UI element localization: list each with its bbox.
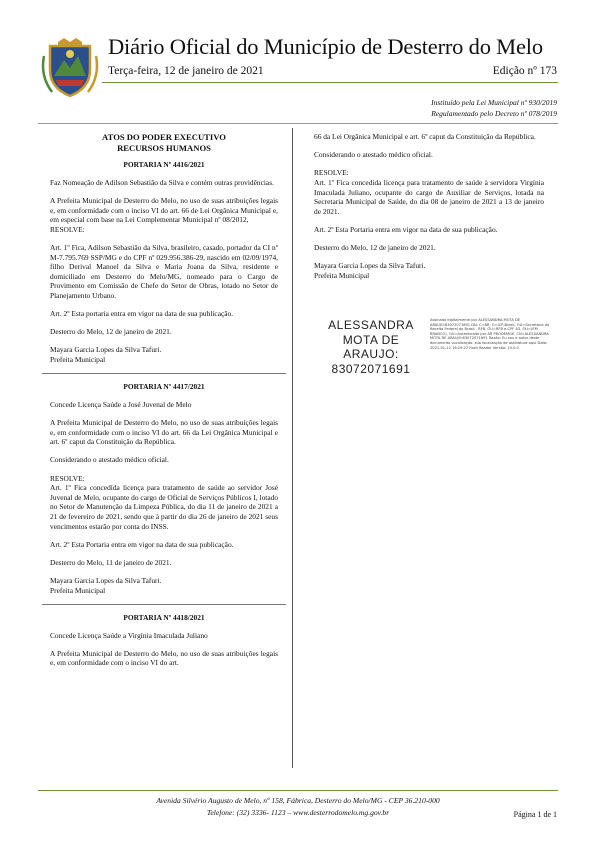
portaria-4418-summary: Concede Licença Saúde a Virgínia Imaculada Juliano [50, 630, 208, 640]
portaria-4418-art1: Art. 1º Fica concedida licença para tratamento de saúde à servidora Virgínia Imaculada Juliano, ocupante do cargo de Auxiliar de Serviços, lotada na Secretaria Municipal de Saúde, do dia 08 de janeiro de 2021 a 13 de janeiro de 2021. [314, 177, 544, 216]
portaria-4418-preamble: A Prefeita Municipal de Desterro do Melo, no uso de suas atribuições legais e, em conformidade com o inciso VI do art. [50, 648, 278, 668]
masthead-title: Diário Oficial do Município de Desterro do Melo [108, 34, 543, 59]
portaria-4418-place-date: Desterro do Melo, 12 de janeiro de 2021. [314, 243, 436, 253]
left-column [50, 132, 278, 676]
regulated-by-note: Regulamentado pelo Decreto nº 078/2019 [431, 109, 557, 118]
content-top-divider [38, 123, 558, 124]
portaria-4416-resolve: RESOLVE: [50, 224, 85, 234]
digital-signature-stamp[interactable] [316, 318, 556, 376]
portaria-4416-signer-role: Prefeita Municipal [50, 355, 106, 365]
footer-divider [38, 790, 558, 791]
portaria-4417-signer: Mayara Garcia Lopes da Silva Tafuri. [50, 576, 162, 586]
signature-name-line1: ALESSANDRA [328, 318, 414, 332]
portaria-4418-resolve: RESOLVE: [314, 168, 349, 178]
portaria-4418-title: PORTARIA Nº 4418/2021 [123, 612, 205, 622]
page-number: Página 1 de 1 [513, 810, 557, 819]
portaria-4417-summary: Concede Licença Saúde a José Juvenal de Melo [50, 399, 192, 409]
signature-name [316, 318, 426, 376]
section-title-executive: ATOS DO PODER EXECUTIVO [102, 132, 226, 142]
header-divider [102, 82, 558, 83]
portaria-4417-art1: Art. 1º Fica concedida licença para tratamento de saúde ao servidor José Juvenal de Melo, ocupante do cargo de Oficial de Serviços Públicos I, lotado no Setor de Manutenção da Limpeza Pública, do dia 11 de janeiro de 2021 a 21 de fevereiro de 2021, sendo que à partir do dia 26 de janeiro de 2021 seus vencimentos estarão por conta do INSS. [50, 483, 278, 531]
signature-metadata: Assinado digitalmente por ALESSANDRA MOTA DE ARAUJO:83072071691 DN: C=BR, O=ICP-Brasil, OU=Secretaria da Receita Federal do Brasil - RFB, OU=RFB e-CPF A3, OU=(EM BRANCO), OU=Autenticado por AR PRODEMGE, CN=ALESSANDRA MOTA DE ARAUJO:83072071691 Razão: Eu sou o autor deste documento Localização: sua localização de assinatura aqui Data: 2021-01-12 16:29:27 Foxit Reader Versão: 10.0.0 [430, 318, 550, 350]
portaria-4417-consider: Considerando o atestado médico oficial. [50, 455, 169, 465]
portaria-4418-art2: Art. 2º Esta Portaria entra em vigor na data de sua publicação. [314, 224, 498, 234]
signature-name-line2: MOTA DE ARAUJO: [342, 332, 400, 361]
portaria-4416-summary: Faz Nomeação de Adilson Sebastião da Silva e contém outras providências. [50, 177, 274, 187]
section-title-hr: RECURSOS HUMANOS [117, 142, 211, 153]
footer-contact: Telefone: (32) 3336- 1123 – www.desterrodomelo.mg.gov.br [206, 808, 390, 817]
right-column [314, 132, 544, 289]
portaria-4416-title: PORTARIA Nº 4416/2021 [123, 160, 205, 170]
portaria-4416-art2: Art. 2º Esta portaria entra em vigor na data de sua publicação. [50, 309, 234, 319]
portaria-4417-resolve: RESOLVE: [50, 473, 85, 483]
portaria-4417-art2: Art. 2º Esta Portaria entra em vigor na data de sua publicação. [50, 539, 234, 549]
portaria-4417-signer-role: Prefeita Municipal [50, 585, 106, 595]
signature-name-line3: 83072071691 [331, 361, 411, 376]
section-separator [42, 373, 286, 374]
footer-address: Avenida Silvério Augusto de Melo, nº 158, Fábrica, Desterro do Melo/MG - CEP 36.210-000 [156, 796, 440, 805]
portaria-4418-signer: Mayara Garcia Lopes da Silva Tafuri. [314, 261, 426, 271]
portaria-4418-preamble-cont: 66 da Lei Orgânica Municipal e art. 6º caput da Constituição da República. [314, 132, 536, 141]
portaria-4416-preamble: A Prefeita Municipal de Desterro do Melo, no uso de suas atribuições legais e, em conformidade com o inciso VI do art. 66 de Lei Orgânica Municipal e, em especial com base na Lei Complementar Municipal nº 08/2012, [50, 195, 278, 225]
portaria-4417-place-date: Desterro do Melo, 11 de janeiro de 2021. [50, 557, 172, 567]
portaria-4418-signer-role: Prefeita Municipal [314, 270, 370, 280]
issue-date: Terça-feira, 12 de janeiro de 2021 [108, 65, 264, 77]
section-separator [42, 604, 286, 605]
portaria-4416-signer: Mayara Garcia Lopes da Silva Tafuri. [50, 345, 162, 355]
portaria-4416-place-date: Desterro do Melo, 12 de janeiro de 2021. [50, 327, 172, 337]
portaria-4417-preamble: A Prefeita Municipal de Desterro do Melo, no uso de suas atribuições legais e, em conformidade com o inciso VI do art. 66 da Lei Orgânica Municipal e art. 6º caput da Constituição da República. [50, 418, 278, 447]
edition-number: Edição nº 173 [492, 65, 557, 77]
coat-of-arms-icon [38, 36, 102, 100]
portaria-4416-art1: Art. 1º Fica, Adilson Sebastião da Silva, brasileiro, casado, portador da CI nº M-7.795.769 SSP/MG e do CPF nº 029.956.386-29, nascido em 02/09/1974, filho Derival Manoel da Silva e Maria Joana da Silva, residente e domiciliado em Desterro do Melo/MG, nomeado para o Cargo de Provimento em Comissão de Chefe do Setor de Obras, lotado no Setor de Planejamento Urbano. [50, 242, 278, 300]
instituted-by-note: Instituído pela Lei Municipal nº 930/2019 [431, 98, 557, 107]
column-divider [292, 128, 293, 768]
portaria-4417-title: PORTARIA Nº 4417/2021 [123, 382, 205, 392]
section-heading [50, 132, 278, 153]
portaria-4418-consider: Considerando o atestado médico oficial. [314, 150, 433, 160]
